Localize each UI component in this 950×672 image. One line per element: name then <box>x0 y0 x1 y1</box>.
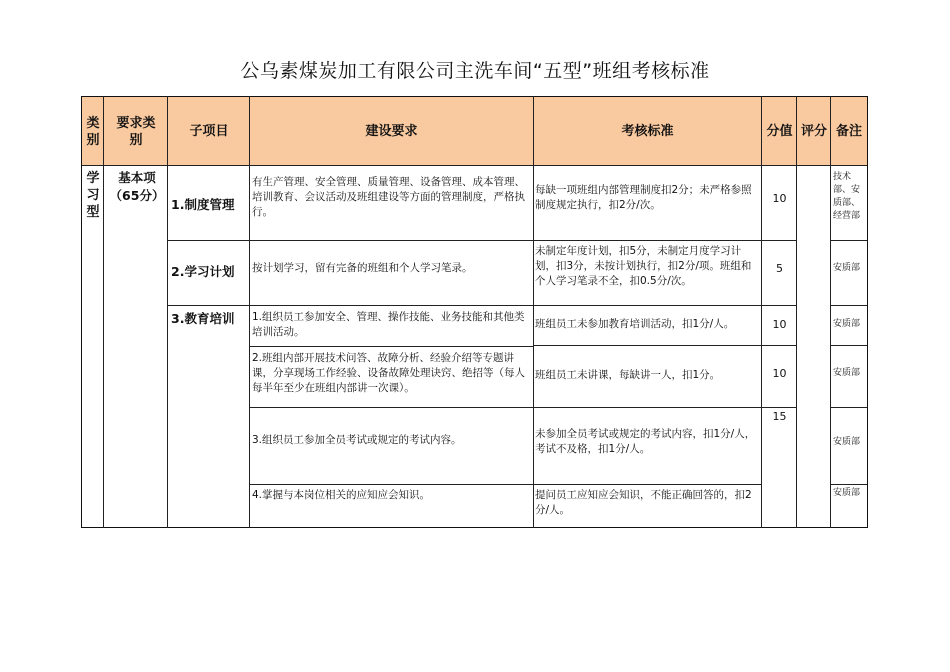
header-subitem: 子项目 <box>189 124 229 139</box>
col-line-5 <box>761 96 762 528</box>
col-line-1 <box>103 96 104 528</box>
subitem-1: 1.制度管理 <box>171 196 235 212</box>
row-line-rem-5 <box>831 484 867 485</box>
score-1: 10 <box>772 192 787 205</box>
standard-4: 班组员工未讲课，每缺讲一人，扣1分。 <box>535 368 721 381</box>
header-remarks: 备注 <box>835 124 862 139</box>
remarks-6: 安质部 <box>833 488 861 498</box>
requirement-6: 4.掌握与本岗位相关的应知应会知识。 <box>252 489 431 501</box>
standard-3: 班组员工未参加教育培训活动，扣1分/人。 <box>535 317 735 330</box>
row-line-std-1 <box>533 240 762 241</box>
requirement-1: 有生产管理、安全管理、质量管理、设备管理、成本管理、培训教育、会议活动及班组建设等方面的管理制度，严格执行。 <box>252 176 525 218</box>
page-title: 公乌素煤炭加工有限公司主洗车间“五型”班组考核标准 <box>240 60 710 82</box>
row-line-rem-3 <box>831 345 867 346</box>
row-line-std-3 <box>533 345 762 346</box>
col-line-0 <box>81 96 82 528</box>
remarks-4: 安质部 <box>833 368 861 378</box>
row-line-sub-1 <box>168 240 250 241</box>
row-line-rem-2 <box>831 305 867 306</box>
remarks-2: 安质部 <box>833 263 861 273</box>
remarks-3: 安质部 <box>833 318 861 329</box>
row-line-req-5 <box>250 484 533 485</box>
row-line-req-1 <box>250 240 533 241</box>
requirement-3: 1.组织员工参加安全、管理、操作技能、业务技能和其他类培训活动。 <box>252 311 525 338</box>
row-line-std-4 <box>533 407 762 408</box>
remarks-1: 技术部、安质部、经营部 <box>833 172 861 221</box>
row-line-rem-1 <box>831 240 867 241</box>
standard-2: 未制定年度计划，扣5分，未制定月度学习计划，扣3分，未按计划执行，扣2分/项。班组和个人学习笔录不全，扣0.5分/次。 <box>535 245 752 287</box>
row-line-score-2 <box>762 305 797 306</box>
score-4: 10 <box>772 367 787 380</box>
row-line-req-4 <box>250 407 533 408</box>
table-border-bottom <box>82 527 868 528</box>
header-rating: 评分 <box>800 124 827 139</box>
header-assessment-standard: 考核标准 <box>621 124 674 139</box>
standard-5: 未参加全员考试或规定的考试内容，扣1分/人，考试不及格，扣1分/人。 <box>535 428 756 455</box>
requirement-5: 3.组织员工参加全员考试或规定的考试内容。 <box>252 433 462 446</box>
row-line-score-1 <box>762 240 797 241</box>
standard-1: 每缺一项班组内部管理制度扣2分；未严格参照制度规定执行，扣2分/次。 <box>535 184 752 211</box>
col-line-6 <box>796 96 797 528</box>
col-line-4 <box>533 96 534 528</box>
standard-6: 提问员工应知应会知识，不能正确回答的，扣2分/人。 <box>535 489 752 516</box>
rating-5[interactable] <box>797 408 831 484</box>
table-border-top <box>82 96 868 97</box>
header-category: 类别 <box>86 115 100 148</box>
col-line-2 <box>167 96 168 528</box>
score-2: 5 <box>776 262 783 275</box>
requirement-4: 2.班组内部开展技术问答、故障分析、经验介绍等专题讲课，分享现场工作经验、设备故障处理诀窍、绝招等（每人每半年至少在班组内部讲一次课）。 <box>252 352 525 394</box>
rating-3[interactable] <box>797 306 831 346</box>
rating-2[interactable] <box>797 241 831 306</box>
score-3: 10 <box>772 317 787 331</box>
subitem-2: 2.学习计划 <box>171 264 235 279</box>
col-line-7 <box>830 96 831 528</box>
category-cell: 学习型 <box>86 171 100 220</box>
header-divider <box>82 165 868 166</box>
row-line-req-3 <box>250 346 533 347</box>
row-line-sub-2 <box>168 305 250 306</box>
remarks-5: 安质部 <box>833 436 861 447</box>
rating-6[interactable] <box>797 484 831 527</box>
row-line-rem-4 <box>831 407 867 408</box>
row-line-score-4 <box>762 407 797 408</box>
header-score: 分值 <box>766 124 793 139</box>
requirement-category-cell: 基本项（65分） <box>109 170 165 203</box>
row-line-std-5 <box>533 484 762 485</box>
header-construction-requirement: 建设要求 <box>365 124 418 139</box>
row-line-score-3 <box>762 345 797 346</box>
rating-1[interactable] <box>797 166 831 241</box>
rating-4[interactable] <box>797 346 831 408</box>
requirement-2: 按计划学习，留有完备的班组和个人学习笔录。 <box>252 262 473 274</box>
subitem-3: 3.教育培训 <box>171 311 235 326</box>
col-line-3 <box>249 96 250 528</box>
row-line-std-2 <box>533 305 762 306</box>
row-line-req-2 <box>250 305 533 306</box>
header-requirement-category: 要求类别 <box>116 115 156 148</box>
score-5: 15 <box>772 410 787 423</box>
col-line-8 <box>867 96 868 528</box>
